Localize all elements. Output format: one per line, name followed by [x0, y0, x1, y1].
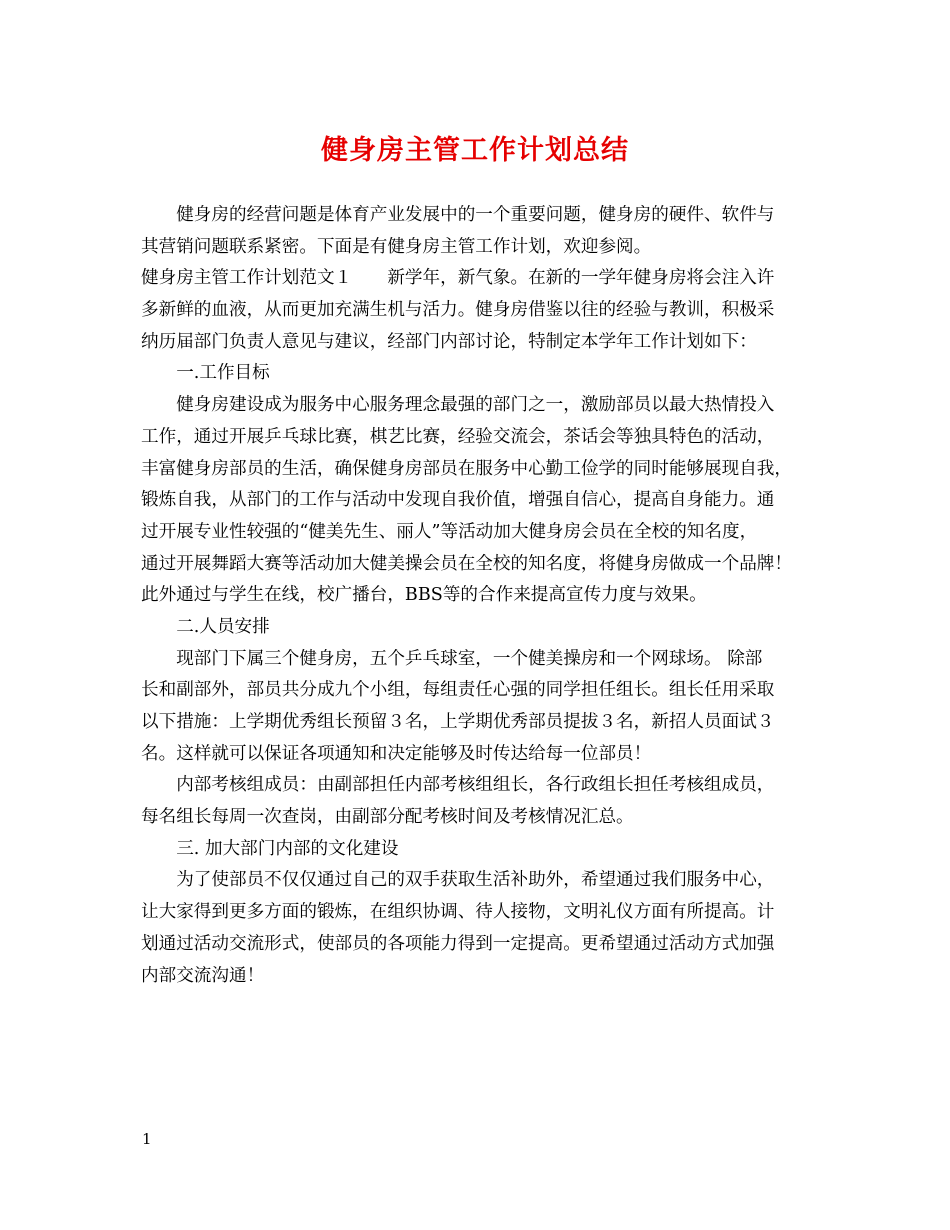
- body-line: 让大家得到更多方面的锻炼，在组织协调、待人接物，文明礼仪方面有所提高。计: [141, 902, 775, 923]
- body-line: 多新鲜的血液，从而更加充满生机与活力。健身房借鉴以往的经验与教训，积极采: [141, 300, 775, 321]
- document-body: [141, 200, 811, 992]
- body-line: 丰富健身房部员的生活，确保健身房部员在服务中心勤工俭学的同时能够展现自我，: [141, 458, 792, 479]
- body-line: 健身房主管工作计划范文１ 新学年，新气象。在新的一学年健身房将会注入许: [141, 268, 775, 289]
- body-line: 现部门下属三个健身房，五个乒乓球室，一个健美操房和一个网球场。 除部: [141, 648, 763, 669]
- body-line: 通过开展舞蹈大赛等活动加大健美操会员在全校的知名度，将健身房做成一个品牌！: [141, 553, 792, 574]
- body-line: 锻炼自我，从部门的工作与活动中发现自我价值，增强自信心，提高自身能力。通: [141, 490, 775, 511]
- body-line: 一.工作目标: [141, 363, 270, 384]
- body-line: 健身房的经营问题是体育产业发展中的一个重要问题，健身房的硬件、软件与: [141, 205, 775, 225]
- body-line: 划通过活动交流形式，使部员的各项能力得到一定提高。更希望通过活动方式加强: [141, 933, 775, 954]
- body-line: 二.人员安排: [141, 616, 270, 637]
- body-line: 内部交流沟通！: [141, 965, 265, 986]
- body-line: 名。这样就可以保证各项通知和决定能够及时传达给每一位部员！: [141, 743, 652, 764]
- body-line: 其营销问题联系紧密。下面是有健身房主管工作计划，欢迎参阅。: [141, 236, 652, 257]
- document-title: 健身房主管工作计划总结: [321, 135, 629, 166]
- body-line: 为了使部员不仅仅通过自己的双手获取生活补助外，希望通过我们服务中心，: [141, 870, 775, 891]
- page-number: 1: [142, 1130, 152, 1148]
- body-line: 过开展专业性较强的“健美先生、丽人”等活动加大健身房会员在全校的知名度，: [141, 521, 758, 542]
- body-line: 每名组长每周一次查岗，由副部分配考核时间及考核情况汇总。: [141, 807, 634, 828]
- body-line: 此外通过与学生在线，校广播台，BBS等的合作来提高宣传力度与效果。: [141, 585, 707, 606]
- body-line: 工作，通过开展乒乓球比赛，棋艺比赛，经验交流会，茶话会等独具特色的活动，: [141, 426, 775, 447]
- body-line: 三. 加大部门内部的文化建设: [141, 838, 399, 859]
- body-line: 纳历届部门负责人意见与建议，经部门内部讨论，特制定本学年工作计划如下：: [141, 331, 757, 352]
- body-line: 健身房建设成为服务中心服务理念最强的部门之一，激励部员以最大热情投入: [141, 395, 775, 416]
- body-line: 以下措施：上学期优秀组长预留３名，上学期优秀部员提拔３名，新招人员面试３: [141, 712, 775, 732]
- body-line: 长和副部外，部员共分成九个小组，每组责任心强的同学担任组长。组长任用采取: [141, 680, 775, 701]
- body-line: 内部考核组成员：由副部担任内部考核组组长，各行政组长担任考核组成员，: [141, 775, 775, 796]
